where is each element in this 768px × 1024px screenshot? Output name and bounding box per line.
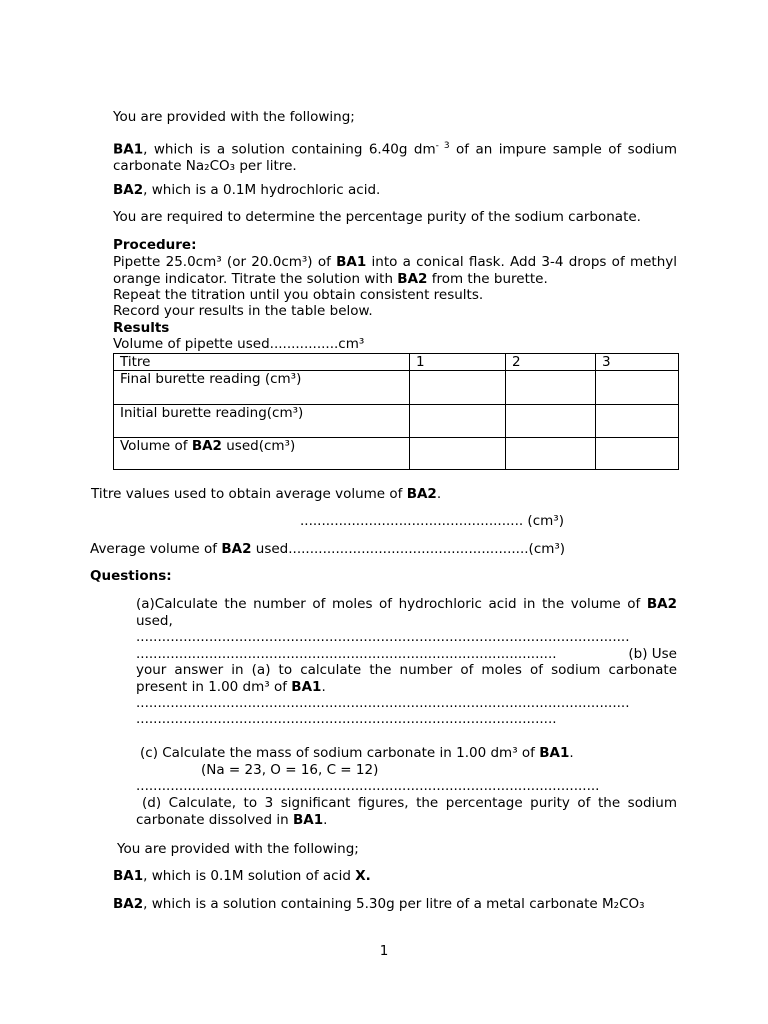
ba1-label: BA1 [113,141,144,158]
ba1-exponent: - 3 [435,141,450,151]
question-b: your answer in (a) to calculate the number of moles of sodium carbonate present in 1.00 dm³ of BA1. [136,662,677,695]
ba2-description-2: BA2, which is a solution containing 5.30g per litre of a metal carbonate M₂CO₃ [113,896,645,912]
atomic-masses: (Na = 23, O = 16, C = 12) [201,762,379,778]
pipette-volume-line: Volume of pipette used................cm³ [113,336,365,352]
cell-volume-3[interactable] [596,438,679,470]
titre-values-dots: .................................................... (cm³) [300,513,564,529]
cell-volume-1[interactable] [410,438,506,470]
procedure-step-3: Record your results in the table below. [113,303,373,319]
header-1: 1 [410,354,506,371]
question-a-answer-line-2: .................................................................................................. [136,646,557,662]
results-table [113,353,679,470]
question-b-answer-line: ................................................................................................................... [136,695,630,711]
cell-initial-1[interactable] [410,405,506,438]
header-3: 3 [596,354,679,371]
ba2-label: BA2 [113,182,144,198]
cell-final-1[interactable] [410,371,506,405]
cell-initial-2[interactable] [506,405,596,438]
ba1-text-1: , which is a solution containing 6.40g dm [143,141,436,158]
ba1-description-2: BA1, which is 0.1M solution of acid X. [113,868,371,884]
questions-heading: Questions: [90,568,172,584]
question-a-answer-line: ................................................................................................................... [136,629,630,645]
cell-final-3[interactable] [596,371,679,405]
header-titre: Titre [114,354,410,371]
page-number: 1 [379,943,389,959]
ba1-description [113,138,677,175]
cell-initial-3[interactable] [596,405,679,438]
table-row [114,405,679,438]
ba2-description [113,182,380,199]
results-heading: Results [113,320,170,336]
row-label-final: Final burette reading (cm³) [114,371,410,405]
ba1-text-2: of an impure sample of sodium carbonate Na₂CO₃ per litre. [113,141,678,174]
header-2: 2 [506,354,596,371]
question-a: (a)Calculate the number of moles of hydrochloric acid in the volume of BA2 used, [136,596,677,629]
row-label-volume: Volume of BA2 used(cm³) [114,438,410,470]
procedure-step-2: Repeat the titration until you obtain consistent results. [113,287,484,303]
table-header-row [114,354,679,371]
procedure-step-1: Pipette 25.0cm³ (or 20.0cm³) of BA1 into a conical flask. Add 3-4 drops of methyl orange indicator. Titrate the solution with BA2 from the burette. [113,254,677,287]
intro-text-2: You are provided with the following; [117,841,359,857]
question-b-label: (b) Use [628,646,677,662]
question-c: (c) Calculate the mass of sodium carbonate in 1.00 dm³ of BA1. [140,745,574,761]
question-c-answer-line: ............................................................................................................ [136,778,600,794]
required-text: You are required to determine the percentage purity of the sodium carbonate. [113,209,641,225]
average-volume-line: Average volume of BA2 used........................................................(cm³) [90,541,566,557]
ba2-text: , which is a 0.1M hydrochloric acid. [143,182,381,198]
table-row [114,371,679,405]
titre-values-line: Titre values used to obtain average volume of BA2. [91,486,442,502]
cell-final-2[interactable] [506,371,596,405]
question-b-answer-line-2: .................................................................................................. [136,711,557,727]
row-label-initial: Initial burette reading(cm³) [114,405,410,438]
question-d: (d) Calculate, to 3 significant figures, the percentage purity of the sodium carbonate dissolved in BA1. [136,795,677,828]
table-row [114,438,679,470]
cell-volume-2[interactable] [506,438,596,470]
intro-text: You are provided with the following; [113,109,355,125]
procedure-heading: Procedure: [113,237,197,253]
